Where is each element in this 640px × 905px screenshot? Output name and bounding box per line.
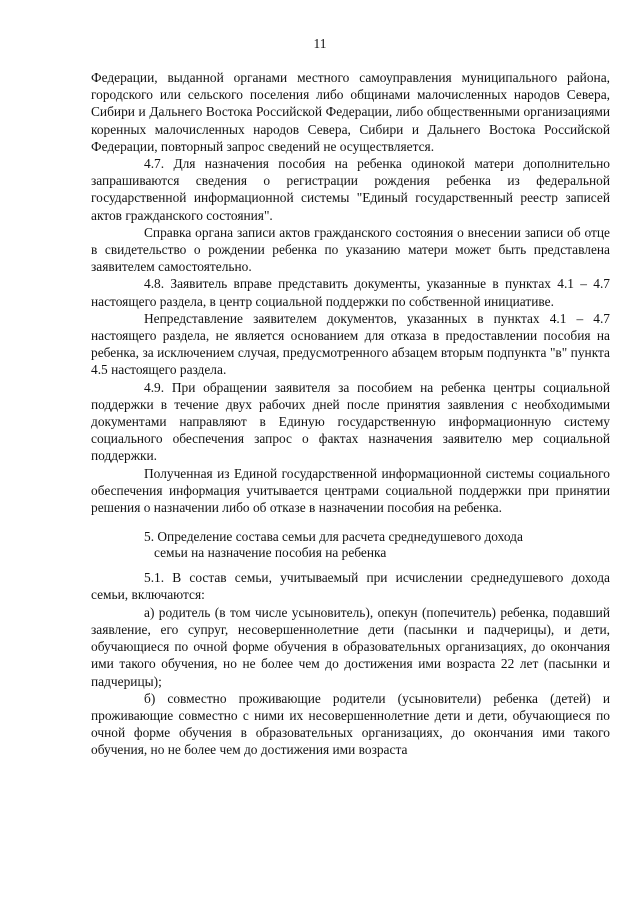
paragraph-4-9: 4.9. При обращении заявителя за пособием на ребенка центры социальной поддержки в течение двух рабочих дней после принятия заявления с необходимыми документами направляют в Единую государственную информационную систему социального обеспечения запрос о фактах назначения заявителю мер социальной поддержки. xyxy=(91,379,610,464)
paragraph: Федерации, выданной органами местного самоуправления муниципального района, городского или сельского поселения либо общинами малочисленных народов Севера, Сибири и Дальнего Востока Российской Федерации, либо общественными организациями коренных малочисленных народов Севера, Сибири и Дальнего Востока Российской Федерации, повторный запрос сведений не осуществляется. xyxy=(91,70,610,154)
document-body xyxy=(91,69,610,759)
paragraph-5-1: 5.1. В состав семьи, учитываемый при исчислении среднедушевого дохода семьи, включаются: xyxy=(91,570,610,603)
subparagraph-a: а) родитель (в том числе усыновитель), опекун (попечитель) ребенка, подавший заявление, его супруг, несовершеннолетние дети (пасынки и падчерицы), и дети, обучающиеся по очной форме обучения в образовательных организациях, до окончания ими такого обучения, но не более чем до достижения ими возраста 22 лет (пасынки и падчерицы); xyxy=(91,604,610,689)
paragraph-4-7: 4.7. Для назначения пособия на ребенка одинокой матери дополнительно запрашиваются сведения о регистрации рождения ребенка из федеральной государственной информационной системы "Единый государственный реестр записей актов гражданского состояния". xyxy=(91,156,610,223)
section-heading-line: семьи на назначение пособия на ребенка xyxy=(154,544,387,560)
section-heading xyxy=(91,516,610,569)
paragraph: Непредставление заявителем документов, указанных в пунктах 4.1 – 4.7 настоящего раздела, не является основанием для отказа в предоставлении пособия на ребенка, за исключением случая, предусмотренного абзацем вторым подпункта "в" пункта 4.5 настоящего раздела. xyxy=(91,310,610,378)
paragraph: Полученная из Единой государственной информационной системы социального обеспечения информация учитывается центрами социальной поддержки при принятии решения о назначении либо об отказе в назначении пособия на ребенка. xyxy=(91,465,610,516)
paragraph-4-8: 4.8. Заявитель вправе представить документы, указанные в пунктах 4.1 – 4.7 настоящего раздела, в центр социальной поддержки по собственной инициативе. xyxy=(91,276,610,309)
paragraph: Справка органа записи актов гражданского состояния о внесении записи об отце в свидетельство о рождении ребенка по указанию матери может быть представлена заявителем самостоятельно. xyxy=(91,224,610,275)
subparagraph-b: б) совместно проживающие родители (усыновители) ребенка (детей) и проживающие совместно с ними их несовершеннолетние дети и дети, обучающиеся по очной форме обучения в образовательных организациях, до окончания ими такого обучения, но не более чем до достижения ими возраста xyxy=(91,690,610,758)
section-heading-line: 5. Определение состава семьи для расчета среднедушевого дохода xyxy=(144,529,523,545)
page-number: 11 xyxy=(313,36,327,51)
